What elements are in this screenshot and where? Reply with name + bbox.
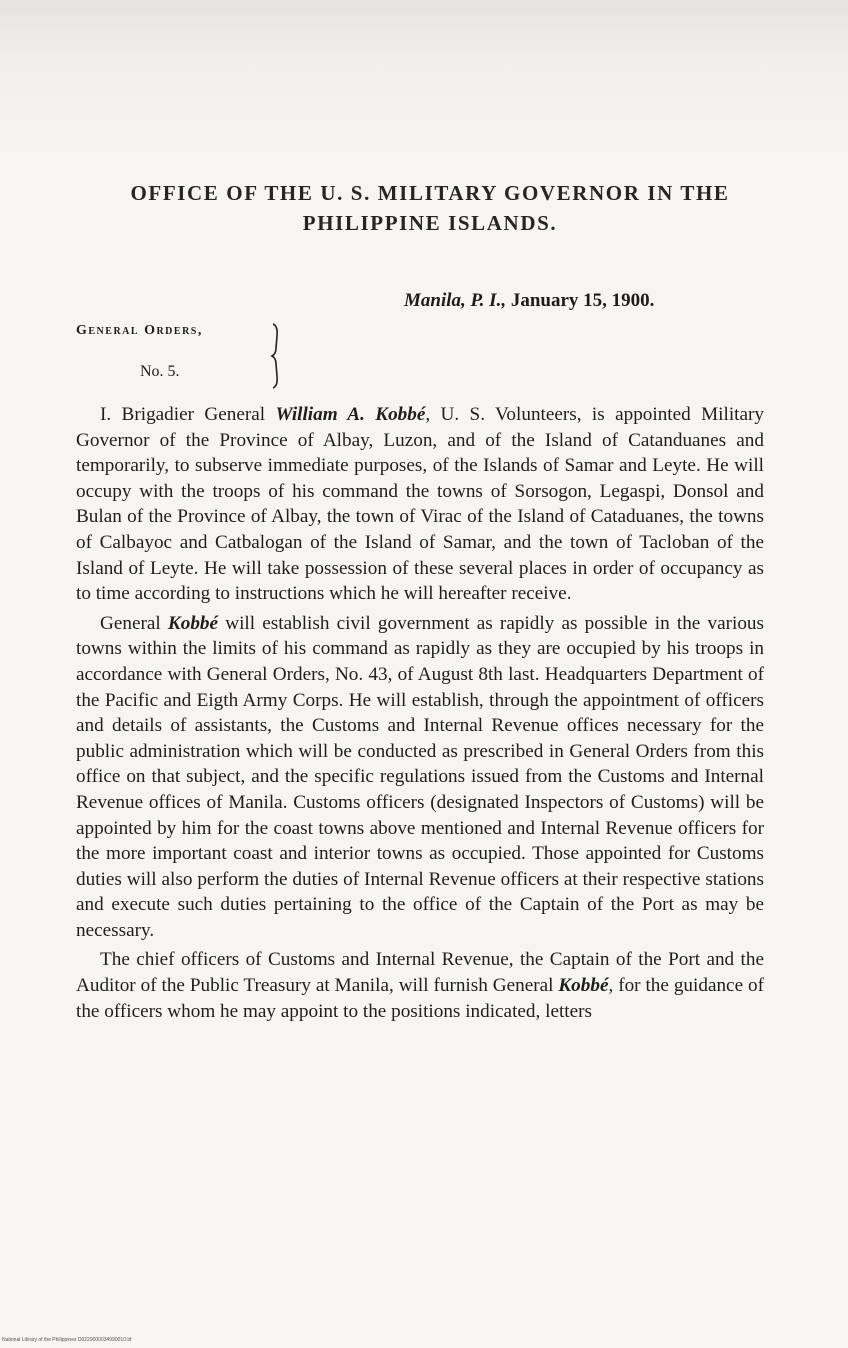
paragraph-1-after: , U. S. Volunteers, is appointed Military Governor of the Province of Albay, Luzon, and of the Island of Catanduanes and temporarily, to subserve immediate purposes, of the Islands of Samar and Leyte. He will occupy with the troops of his command the towns of Sorsogon, Legaspi, Donsol and Bulan of the Province of Albay, the town of Virac of the Island of Cataduanes, the towns of Calbayoc and Catbalogan of the Island of Samar, and the town of Tacloban of the Island of Leyte. He will take possession of these several places in order of occupancy as to time according to instructions which he will hereafter receive. <box>76 404 764 605</box>
paragraph-3 <box>76 947 764 1024</box>
heading-line-2: PHILIPPINE ISLANDS. <box>302 211 558 235</box>
document-heading <box>60 178 800 238</box>
heading-line-1: OFFICE OF THE U. S. MILITARY GOVERNOR IN THE <box>130 181 730 205</box>
paragraph-3-name: Kobbé <box>558 975 609 997</box>
paragraph-2-after: will establish civil government as rapidly as possible in the various towns within the limits of his command as rapidly as they are occupied by his troops in accordance with General Orders, No. 43, of August 8th last. Headquarters Department of the Pacific and Eigth Army Corps. He will establish, through the appointment of officers and details of assistants, the Customs and Internal Revenue offices necessary for the public administration which will be conducted as prescribed in General Orders from this office on that subject, and the specific regulations issued from the Customs and Internal Revenue offices of Manila. Customs officers (designated Inspectors of Customs) will be appointed by him for the coast towns above mentioned and Internal Revenue officers for the more important coast and interior towns as occupied. Those appointed for Customs duties will also perform the duties of Internal Revenue officers at their respective stations and execute such duties pertaining to the office of the Captain of the Port as may be necessary. <box>76 612 764 941</box>
order-body <box>76 402 764 1028</box>
paragraph-1 <box>76 402 764 607</box>
general-orders-label: General Orders, <box>76 323 203 338</box>
paragraph-3-after: , for the guidance of the officers whom he may appoint to the positions indicated, letters <box>76 975 764 1022</box>
paragraph-1-before: I. Brigadier General <box>100 404 276 425</box>
dateline-date: January 15, 1900. <box>510 290 655 311</box>
paragraph-1-name: William A. Kobbé <box>275 404 426 425</box>
paragraph-2-name: Kobbé <box>167 612 219 634</box>
paragraph-3-before: The chief officers of Customs and Internal Revenue, the Captain of the Port and the Auditor of the Public Treasury at Manila, will furnish General <box>76 949 764 997</box>
paragraph-2 <box>76 611 764 944</box>
dateline <box>404 290 784 312</box>
brace-mark <box>270 322 280 390</box>
general-orders-number: No. 5. <box>140 363 180 380</box>
scan-footer: National Library of the Philippines D0229000034990010.tif <box>2 1337 132 1343</box>
paragraph-2-before: General <box>100 612 168 634</box>
dateline-place: Manila, P. I., <box>404 290 507 311</box>
